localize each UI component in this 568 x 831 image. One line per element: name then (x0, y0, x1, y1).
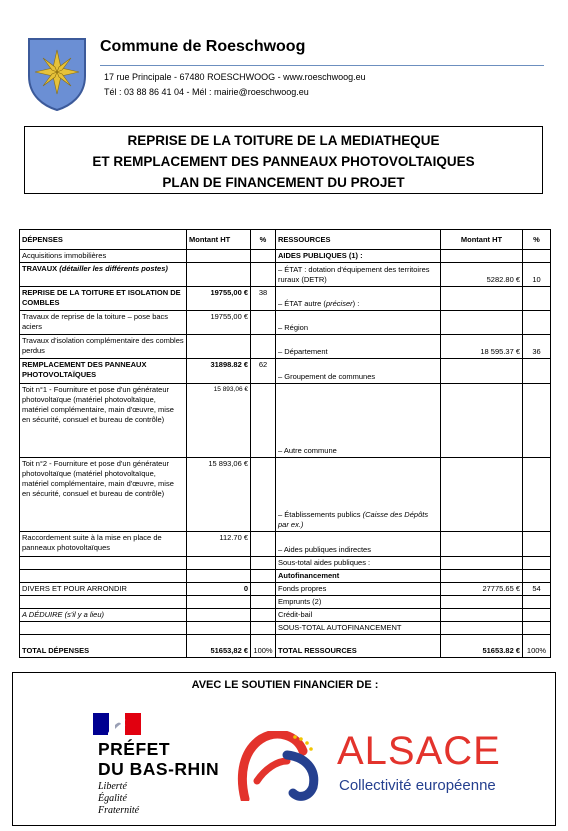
table-row (20, 458, 551, 532)
header-montant-ressources: Montant HT (441, 230, 523, 250)
cell-fonds-propres-pct: 54 (523, 583, 551, 596)
cell-raccordement-amount: 112.70 € (187, 532, 251, 557)
table-row (20, 311, 551, 335)
header-pct-depenses: % (251, 230, 276, 250)
commune-address: 17 rue Principale - 67480 ROESCHWOOG - www.roeschwoog.eu (104, 72, 366, 82)
cell-remplacement-amount: 31898.82 € (187, 359, 251, 384)
table-row (20, 622, 551, 635)
motto-fraternite: Fraternité (98, 805, 140, 816)
header-divider (100, 65, 544, 66)
cell-etablissements: – Établissements publics (Caisse des Dépôts par ex.) (276, 458, 441, 532)
header-ressources: RESSOURCES (276, 230, 441, 250)
table-header-row (20, 230, 551, 250)
title-line-2: ET REMPLACEMENT DES PANNEAUX PHOTOVOLTAIQUES (92, 154, 475, 169)
title-line-1: REPRISE DE LA TOITURE DE LA MEDIATHEQUE (127, 133, 440, 148)
table-row (20, 532, 551, 557)
table-row (20, 335, 551, 359)
cell-etat-detr-amount: 5282.80 € (441, 263, 523, 287)
commune-name: Commune de Roeschwoog (100, 38, 306, 55)
cell-reprise: REPRISE DE LA TOITURE ET ISOLATION DE COMBLES (20, 287, 187, 311)
cell-remplacement-pct: 62 (251, 359, 276, 384)
table-row (20, 570, 551, 583)
commune-contact: Tél : 03 88 86 41 04 - Mél : mairie@roeschwoog.eu (104, 87, 309, 97)
cell-toit2-amount: 15 893,06 € (187, 458, 251, 532)
alsace-tagline: Collectivité européenne (339, 777, 496, 794)
table-row (20, 359, 551, 384)
cell-isolation: Travaux d'isolation complémentaire des combles perdus (20, 335, 187, 359)
header-montant-depenses: Montant HT (187, 230, 251, 250)
cell-aides-indirectes: – Aides publiques indirectes (276, 532, 441, 557)
support-title: AVEC LE SOUTIEN FINANCIER DE : (191, 679, 379, 691)
cell-departement: – Département (276, 335, 441, 359)
table-row (20, 263, 551, 287)
table-row (20, 583, 551, 596)
cell-sous-total-auto: SOUS-TOTAL AUTOFINANCEMENT (276, 622, 441, 635)
motto-liberte: Liberté (98, 781, 127, 792)
cell-fonds-propres: Fonds propres (276, 583, 441, 596)
cell-toit2: Toit n°2 - Fourniture et pose d'un générateur photovoltaïque (matériel photovoltaïque, matériel complémentaire, main d'œuvre, mise en sécurité, consuel et bureau de contrôle) (20, 458, 187, 532)
alsace-wordmark: ALSACE (337, 729, 501, 773)
cell-region: – Région (276, 311, 441, 335)
cell-sous-total-aides: Sous-total aides publiques : (276, 557, 441, 570)
title-line-3: PLAN DE FINANCEMENT DU PROJET (162, 175, 405, 190)
cell-etat-detr-pct: 10 (523, 263, 551, 287)
cell-departement-pct: 36 (523, 335, 551, 359)
cell-travaux: TRAVAUX (détailler les différents postes) (20, 263, 187, 287)
cell-etat-autre: – ÉTAT autre (préciser) : (276, 287, 441, 311)
cell-a-deduire: A DÉDUIRE (s'il y a lieu) (20, 609, 187, 622)
cell-fonds-propres-amount: 27775.65 € (441, 583, 523, 596)
cell-groupement: – Groupement de communes (276, 359, 441, 384)
commune-crest-icon (26, 36, 88, 112)
table-row (20, 250, 551, 263)
cell-aides-publiques: AIDES PUBLIQUES (1) : (276, 250, 441, 263)
cell-total-depenses-amount: 51653,82 € (187, 635, 251, 658)
support-box (12, 672, 556, 826)
motto-egalite: Égalité (98, 793, 127, 804)
cell-total-depenses-pct: 100% (251, 635, 276, 658)
cell-acquisitions: Acquisitions immobilières (20, 250, 187, 263)
cell-reprise-pct: 38 (251, 287, 276, 311)
table-row (20, 609, 551, 622)
cell-travaux-reprise-amount: 19755,00 € (187, 311, 251, 335)
prefet-line-2: DU BAS-RHIN (98, 759, 220, 779)
cell-total-ressources-amount: 51653.82 € (441, 635, 523, 658)
cell-autre-commune: – Autre commune (276, 384, 441, 458)
cell-remplacement: REMPLACEMENT DES PANNEAUX PHOTOVOLTAÏQUES (20, 359, 187, 384)
cell-divers: DIVERS ET POUR ARRONDIR (20, 583, 187, 596)
cell-total-ressources-pct: 100% (523, 635, 551, 658)
cell-toit1: Toit n°1 - Fourniture et pose d'un générateur photovoltaïque (matériel photovoltaïque, matériel complémentaire, main d'œuvre, mise en sécurité, consuel et bureau de contrôle) (20, 384, 187, 458)
marianne-flag-icon (93, 713, 141, 735)
document-title-box (24, 126, 543, 194)
cell-total-ressources: TOTAL RESSOURCES (276, 635, 441, 658)
cell-emprunts: Emprunts (2) (276, 596, 441, 609)
cell-toit1-amount: 15 893,06 € (187, 384, 251, 458)
cell-divers-amount: 0 (187, 583, 251, 596)
table-row (20, 596, 551, 609)
cell-travaux-reprise: Travaux de reprise de la toiture – pose bacs aciers (20, 311, 187, 335)
financing-table (19, 229, 551, 658)
alsace-logo-icon (235, 731, 331, 801)
table-total-row (20, 635, 551, 658)
prefet-line-1: PRÉFET (98, 739, 171, 759)
cell-total-depenses: TOTAL DÉPENSES (20, 635, 187, 658)
cell-departement-amount: 18 595.37 € (441, 335, 523, 359)
table-row (20, 557, 551, 570)
cell-credit-bail: Crédit-bail (276, 609, 441, 622)
table-row (20, 384, 551, 458)
header-pct-ressources: % (523, 230, 551, 250)
cell-autofinancement: Autofinancement (276, 570, 441, 583)
cell-raccordement: Raccordement suite à la mise en place de panneaux photovoltaïques (20, 532, 187, 557)
cell-etat-detr: – ÉTAT : dotation d'équipement des territoires ruraux (DETR) (276, 263, 441, 287)
table-row (20, 287, 551, 311)
cell-reprise-amount: 19755,00 € (187, 287, 251, 311)
header-depenses: DÉPENSES (20, 230, 187, 250)
